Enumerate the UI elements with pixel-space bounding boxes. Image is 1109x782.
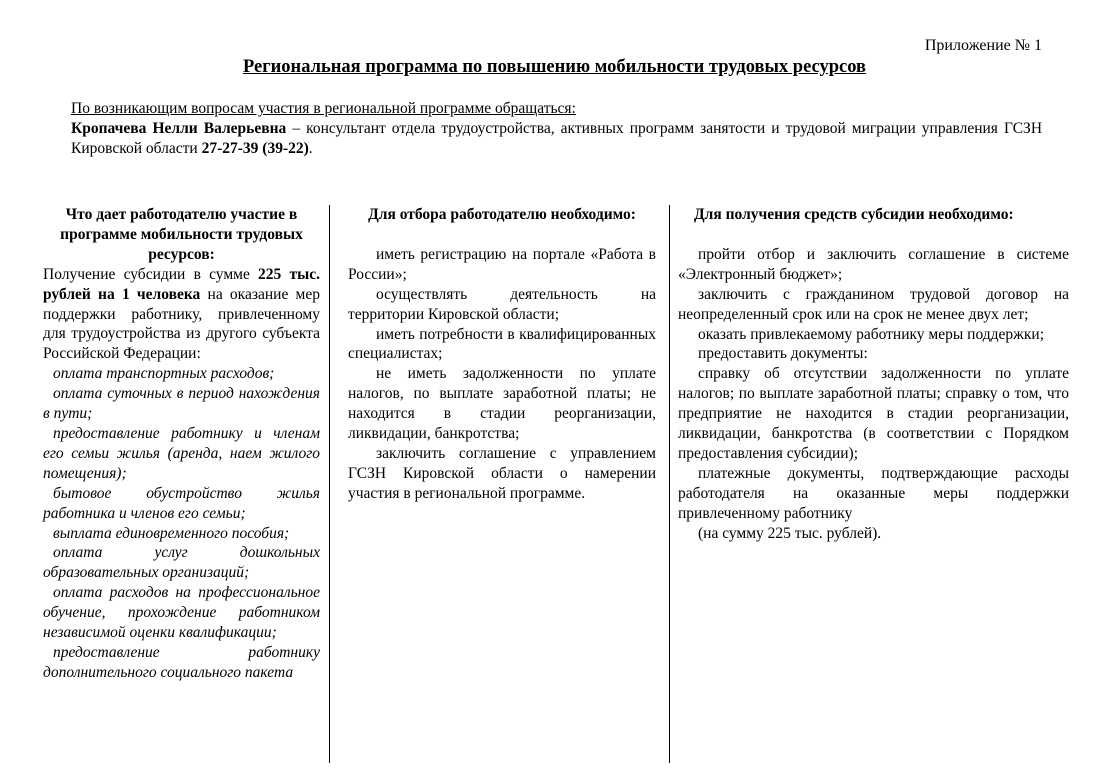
selection-item: не иметь задолженности по уплате налогов, по выплате заработной платы; не находится в стадии реорганизации, ликвидации, банкротства;: [348, 365, 656, 443]
contact-text: [71, 119, 1042, 159]
column-subsidy-heading: Для получения средств субсидии необходимо:: [694, 206, 1014, 223]
contact-end: .: [308, 139, 313, 157]
benefit-item: выплата единовременного пособия;: [53, 524, 290, 542]
appendix-label: Приложение № 1: [924, 37, 1042, 54]
subsidy-item: (на сумму 225 тыс. рублей).: [698, 524, 882, 542]
benefit-item: оплата суточных в период нахождения в пути;: [43, 385, 320, 423]
benefits-intro-amount: 225 тыс. рублей на 1 человека: [43, 265, 320, 303]
document-title: Региональная программа по повышению мобильности трудовых ресурсов: [242, 57, 867, 77]
selection-item: осуществлять деятельность на территории Кировской области;: [348, 285, 656, 323]
column-benefits: [43, 205, 320, 683]
selection-item: иметь потребности в квалифицированных специалистах;: [348, 325, 656, 363]
benefits-intro-pre: Получение субсидии в сумме: [43, 265, 259, 283]
benefit-item: бытовое обустройство жилья работника и членов его семьи;: [43, 484, 320, 522]
subsidy-item: оказать привлекаемому работнику меры поддержки;: [698, 325, 1044, 343]
contact-position: – консультант отдела трудоустройства, активных программ занятости и трудовой миграции управления ГСЗН Кировской области: [71, 119, 1043, 157]
column-divider-1: [329, 205, 330, 763]
benefits-intro-post: на оказание мер поддержки работнику, привлеченному для трудоустройства из другого субъекта Российской Федерации:: [43, 285, 320, 363]
subsidy-item: платежные документы, подтверждающие расходы работодателя на оказанные меры поддержки привлеченному работнику: [678, 464, 1069, 522]
contact-heading: По возникающим вопросам участия в региональной программе обращаться:: [71, 100, 576, 117]
column-subsidy: [678, 205, 1069, 544]
selection-item: иметь регистрацию на портале «Работа в России»;: [348, 245, 656, 283]
benefit-item: предоставление работнику дополнительного социального пакета: [43, 643, 320, 681]
column-divider-2: [669, 205, 670, 763]
column-selection: [348, 205, 656, 504]
subsidy-item: заключить с гражданином трудовой договор на неопределенный срок или на срок не менее двух лет;: [678, 285, 1069, 323]
benefits-intro: [43, 265, 320, 365]
subsidy-item: пройти отбор и заключить соглашение в системе «Электронный бюджет»;: [678, 245, 1069, 283]
benefit-item: оплата транспортных расходов;: [53, 365, 275, 383]
column-benefits-heading: Что дает работодателю участие в программе мобильности трудовых ресурсов:: [60, 206, 303, 263]
benefit-item: оплата услуг дошкольных образовательных организаций;: [43, 544, 320, 582]
contact-name: Кропачева Нелли Валерьевна: [71, 119, 287, 137]
contact-block: [71, 99, 1042, 159]
column-selection-heading: Для отбора работодателю необходимо:: [368, 206, 636, 223]
contact-phone: 27-27-39 (39-22): [201, 139, 309, 157]
benefit-item: оплата расходов на профессиональное обучение, прохождение работником независимой оценки квалификации;: [43, 584, 320, 642]
benefit-item: предоставление работнику и членам его семьи жилья (аренда, наем жилого помещения);: [43, 424, 320, 482]
selection-item: заключить соглашение с управлением ГСЗН Кировской области о намерении участия в региональной программе.: [348, 444, 656, 502]
subsidy-item: справку об отсутствии задолженности по уплате налогов; по выплате заработной платы; справку о том, что предприятие не находится в стадии реорганизации, ликвидации, банкротства (в соответствии с Порядком предоставления субсидии);: [678, 365, 1069, 462]
subsidy-item: предоставить документы:: [698, 345, 868, 363]
